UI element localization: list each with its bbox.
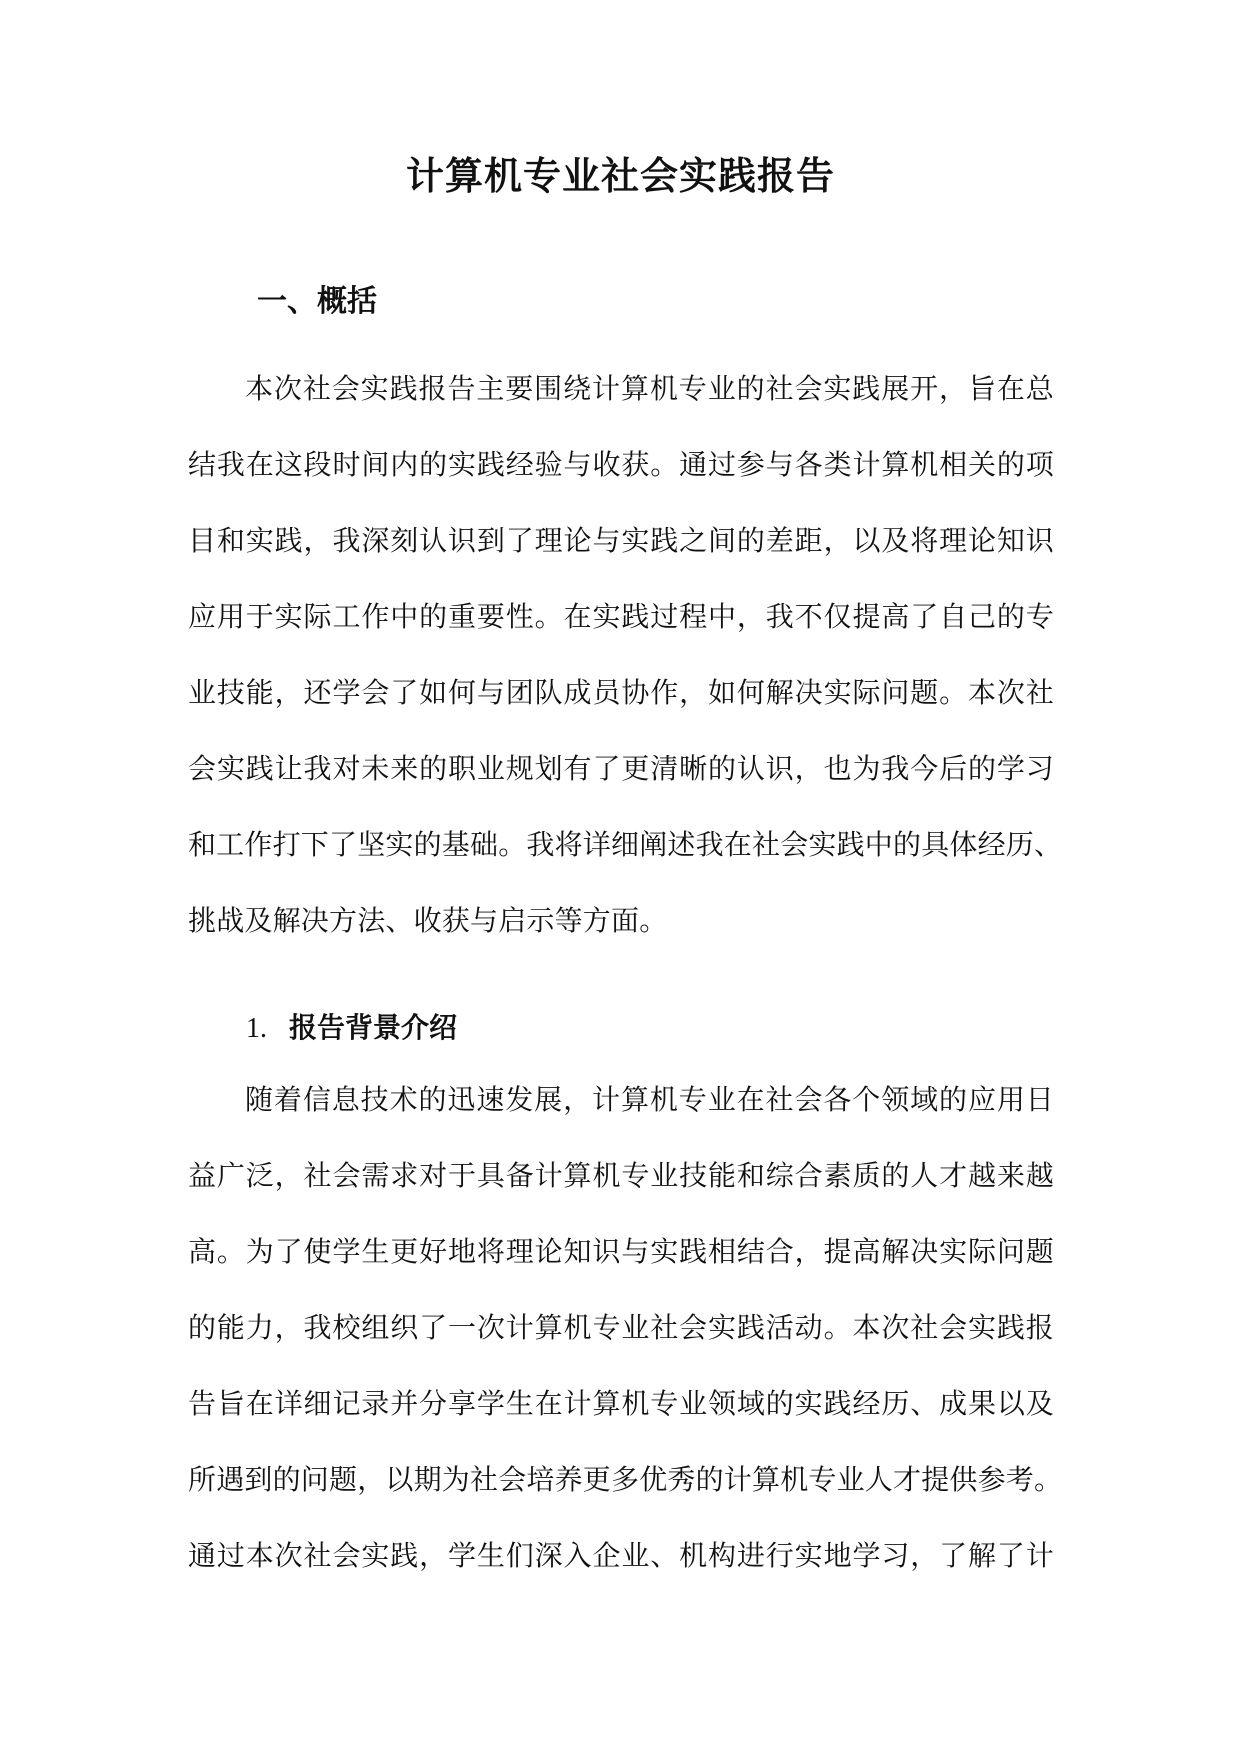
- paragraph-line: 高。为了使学生更好地将理论知识与实践相结合，提高解决实际问题: [188, 1235, 1054, 1268]
- subsection-title: 报告背景介绍: [289, 1011, 458, 1044]
- paragraph-line: 本次社会实践报告主要围绕计算机专业的社会实践展开，旨在总: [245, 372, 1054, 405]
- paragraph-line: 告旨在详细记录并分享学生在计算机专业领域的实践经历、成果以及: [188, 1387, 1054, 1420]
- paragraph-line: 应用于实际工作中的重要性。在实践过程中，我不仅提高了自己的专: [188, 600, 1054, 633]
- paragraph-line: 的能力，我校组织了一次计算机专业社会实践活动。本次社会实践报: [188, 1311, 1054, 1344]
- document-title: 计算机专业社会实践报告: [405, 153, 835, 198]
- paragraph-line: 会实践让我对未来的职业规划有了更清晰的认识，也为我今后的学习: [188, 752, 1054, 785]
- paragraph-line: 目和实践，我深刻认识到了理论与实践之间的差距，以及将理论知识: [188, 524, 1054, 557]
- background-paragraph: [188, 1062, 1063, 1594]
- subsection-heading-background: [246, 1008, 457, 1049]
- paragraph-line: 业技能，还学会了如何与团队成员协作，如何解决实际问题。本次社: [188, 676, 1054, 709]
- paragraph-line: 通过本次社会实践，学生们深入企业、机构进行实地学习，了解了计: [188, 1539, 1054, 1572]
- paragraph-line: 结我在这段时间内的实践经验与收获。通过参与各类计算机相关的项: [188, 448, 1054, 481]
- overview-paragraph: [188, 351, 1063, 959]
- section-heading-overview: 一、概括: [257, 284, 377, 319]
- paragraph-line: 所遇到的问题，以期为社会培养更多优秀的计算机专业人才提供参考。: [188, 1463, 1063, 1496]
- subsection-number: 1.: [246, 1013, 267, 1044]
- paragraph-line: 挑战及解决方法、收获与启示等方面。: [188, 904, 668, 937]
- paragraph-line: 随着信息技术的迅速发展，计算机专业在社会各个领域的应用日: [245, 1083, 1054, 1116]
- paragraph-line: 益广泛，社会需求对于具备计算机专业技能和综合素质的人才越来越: [188, 1159, 1054, 1192]
- paragraph-line: 和工作打下了坚实的基础。我将详细阐述我在社会实践中的具体经历、: [188, 828, 1063, 861]
